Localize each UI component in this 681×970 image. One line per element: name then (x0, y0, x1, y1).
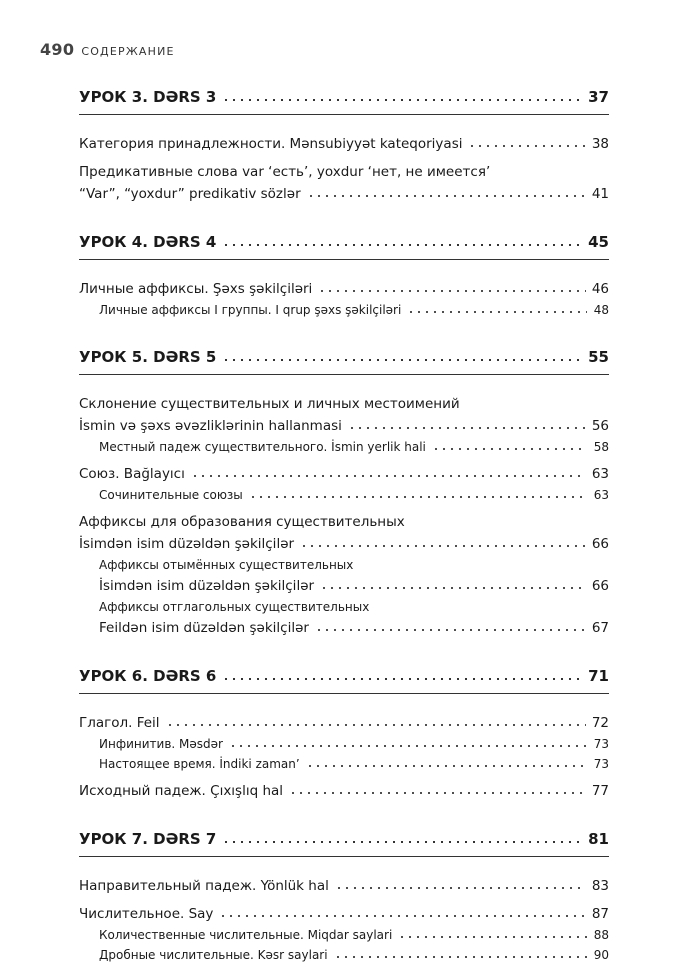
toc-entry[interactable]: Предикативные слова var ‘есть’, yoxdur ‘нет, не имеется’ “Var”, “yoxdur” predikativ sözlər 41 (79, 164, 609, 202)
toc-subentry[interactable]: Личные аффиксы I группы. I qrup şəxs şəkilçiləri 48 (99, 303, 609, 317)
lesson-divider (79, 856, 609, 857)
toc-entry[interactable]: Личные аффиксы. Şəxs şəkilçiləri 46 (79, 281, 609, 297)
toc-entry[interactable]: Аффиксы для образования существительных İsimdən isim düzəldən şəkilçilər 66 (79, 514, 609, 552)
page-header (40, 40, 175, 59)
toc-entry[interactable]: Направительный падеж. Yönlük hal 83 (79, 878, 609, 894)
toc-entry[interactable]: Союз. Bağlayıcı 63 (79, 466, 609, 482)
toc-subentry[interactable]: Аффиксы отымённых существительных İsimdən isim düzəldən şəkilçilər 66 (99, 558, 609, 594)
toc-lesson-6[interactable]: УРОК 6. DƏRS 6 71 (79, 667, 609, 685)
lesson-divider (79, 259, 609, 260)
lesson-divider (79, 693, 609, 694)
toc-subentry[interactable]: Количественные числительные. Miqdar saylari 88 (99, 928, 609, 942)
toc-subentry[interactable]: Аффиксы отглагольных существительных Feildən isim düzəldən şəkilçilər 67 (99, 600, 609, 636)
table-of-contents (79, 84, 609, 965)
toc-entry[interactable]: Исходный падеж. Çıxışlıq hal 77 (79, 783, 609, 799)
running-title: СОДЕРЖАНИЕ (81, 45, 175, 58)
toc-lesson-7[interactable]: УРОК 7. DƏRS 7 81 (79, 830, 609, 848)
toc-subentry[interactable]: Настоящее время. İndiki zaman’ 73 (99, 757, 609, 771)
toc-subentry[interactable]: Местный падеж существительного. İsmin yerlik hali 58 (99, 440, 609, 454)
toc-subentry[interactable]: Дробные числительные. Kəsr saylari 90 (99, 948, 609, 962)
toc-lesson-5[interactable]: УРОК 5. DƏRS 5 55 (79, 348, 609, 366)
page-number: 490 (40, 40, 75, 59)
lesson-divider (79, 114, 609, 115)
toc-lesson-4[interactable]: УРОК 4. DƏRS 4 45 (79, 233, 609, 251)
lesson-divider (79, 374, 609, 375)
toc-entry[interactable]: Глагол. Feil 72 (79, 715, 609, 731)
toc-entry[interactable]: Склонение существительных и личных местоимений İsmin və şəxs əvəzliklərinin hallanmasi 56 (79, 396, 609, 434)
toc-entry[interactable]: Категория принадлежности. Mənsubiyyət kateqoriyasi 38 (79, 136, 609, 152)
toc-entry[interactable]: Числительное. Say 87 (79, 906, 609, 922)
toc-subentry[interactable]: Сочинительные союзы 63 (99, 488, 609, 502)
toc-lesson-3[interactable]: УРОК 3. DƏRS 3 37 (79, 88, 609, 106)
toc-subentry[interactable]: Инфинитив. Məsdər 73 (99, 737, 609, 751)
